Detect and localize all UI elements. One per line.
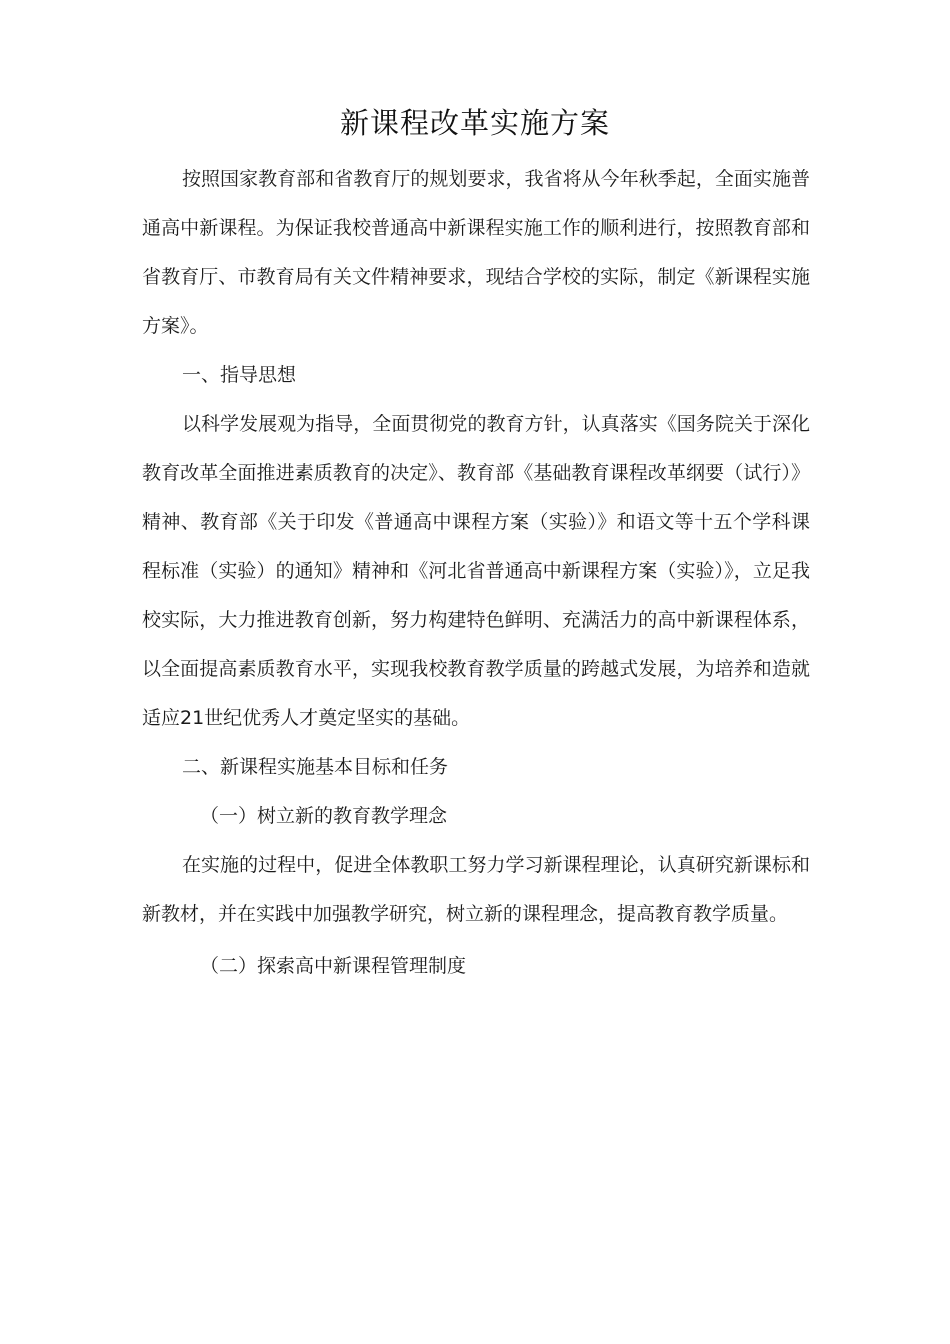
section-1-paragraph: 以科学发展观为指导，全面贯彻党的教育方针，认真落实《国务院关于深化教育改革全面推进素质教育的决定》、教育部《基础教育课程改革纲要（试行）》精神、教育部《关于印发《普通高中课程方案（实验）》和语文等十五个学科课程标准（实验）的通知》精神和《河北省普通高中新课程方案（实验）》，立足我校实际，大力推进教育创新，努力构建特色鲜明、充满活力的高中新课程体系，以全面提高素质教育水平，实现我校教育教学质量的跨越式发展，为培养和造就适应21世纪优秀人才奠定坚实的基础。 <box>142 413 810 729</box>
section-1-heading: 一、指导思想 <box>182 364 297 386</box>
subsection-2-1-heading: （一）树立新的教育教学理念 <box>200 805 448 827</box>
document-body <box>142 155 810 991</box>
subsection-2-1-paragraph: 在实施的过程中，促进全体教职工努力学习新课程理论，认真研究新课标和新教材，并在实践中加强教学研究，树立新的课程理念，提高教育教学质量。 <box>142 854 810 925</box>
section-2-heading: 二、新课程实施基本目标和任务 <box>182 756 449 778</box>
intro-paragraph: 按照国家教育部和省教育厅的规划要求，我省将从今年秋季起，全面实施普通高中新课程。为保证我校普通高中新课程实施工作的顺利进行，按照教育部和省教育厅、市教育局有关文件精神要求，现结合学校的实际，制定《新课程实施方案》。 <box>142 168 810 337</box>
subsection-2-2-heading: （二）探索高中新课程管理制度 <box>200 955 467 977</box>
document-title: 新课程改革实施方案 <box>339 106 610 140</box>
